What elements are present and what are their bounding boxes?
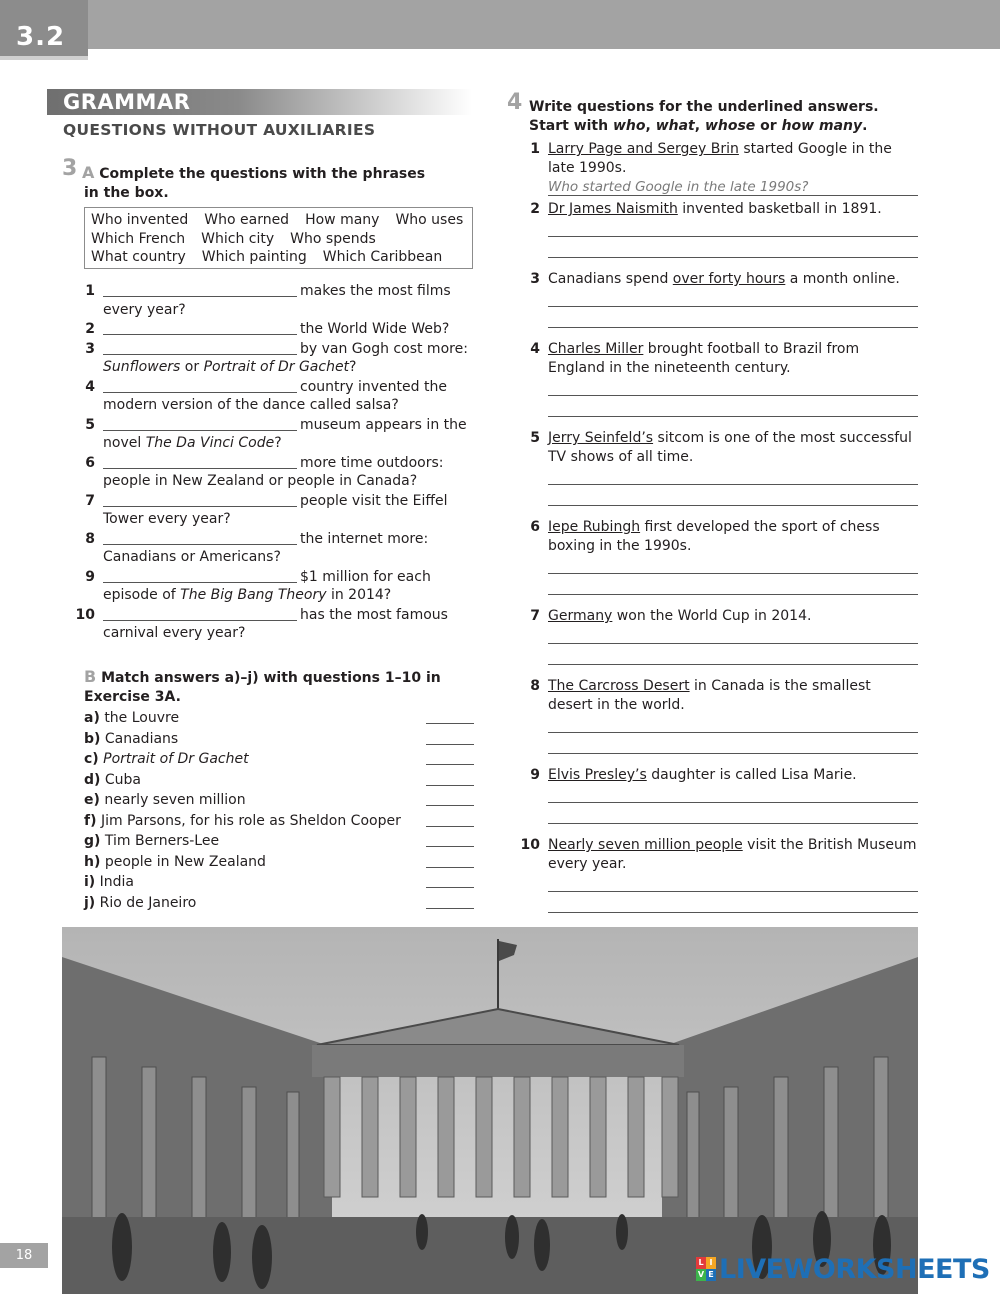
painting-title: Sunflowers bbox=[103, 359, 181, 375]
answer-blank[interactable] bbox=[103, 569, 297, 583]
phrase: Which Caribbean bbox=[322, 249, 443, 265]
match-letter: d) bbox=[84, 771, 101, 788]
answer-line[interactable] bbox=[548, 912, 918, 913]
answer-blank[interactable] bbox=[103, 341, 297, 355]
question-item bbox=[75, 340, 475, 377]
underlined-answer: Jerry Seinfeld’s bbox=[548, 430, 654, 446]
answer-line[interactable] bbox=[548, 594, 918, 595]
question-text: country invented the modern version of the dance called salsa? bbox=[103, 378, 447, 413]
instruction-word: whose bbox=[704, 118, 756, 134]
match-item bbox=[84, 811, 474, 832]
match-blank[interactable] bbox=[426, 826, 474, 827]
underlined-answer: Charles Miller bbox=[548, 341, 644, 357]
exercise-4-item bbox=[518, 836, 918, 873]
unit-number: 3.2 bbox=[16, 22, 66, 52]
answer-blank[interactable] bbox=[103, 607, 297, 621]
exercise-4-item bbox=[518, 200, 918, 219]
question-number: 9 bbox=[85, 568, 95, 585]
item-number: 9 bbox=[530, 767, 540, 783]
item-text bbox=[548, 607, 918, 626]
underlined-answer: The Carcross Desert bbox=[548, 678, 690, 694]
question-text: ? bbox=[349, 359, 357, 375]
instruction-word: how many bbox=[781, 118, 863, 134]
question-text: people visit the Eiffel Tower every year? bbox=[103, 492, 448, 527]
match-blank[interactable] bbox=[426, 846, 474, 847]
phrase-row bbox=[91, 248, 466, 267]
exercise-3a-questions bbox=[75, 282, 475, 644]
item-text-part: Canadians spend bbox=[548, 271, 673, 287]
match-blank[interactable] bbox=[426, 908, 474, 909]
exercise-4-number: 4 bbox=[507, 90, 523, 115]
answer-line[interactable] bbox=[548, 664, 918, 665]
item-number: 10 bbox=[520, 837, 540, 853]
logo-mark-letter: E bbox=[706, 1269, 716, 1281]
logo-mark-letter: L bbox=[696, 1257, 706, 1269]
item-text bbox=[548, 766, 918, 785]
example-answer: Who started Google in the late 1990s? bbox=[548, 179, 809, 195]
match-item bbox=[84, 749, 474, 770]
question-text: more time outdoors: people in New Zealand or people in Canada? bbox=[103, 454, 444, 489]
exercise-4-item bbox=[518, 518, 918, 555]
painting-title: Portrait of Dr Gachet bbox=[203, 359, 350, 375]
match-item bbox=[84, 770, 474, 791]
answer-line[interactable] bbox=[548, 891, 918, 892]
match-letter: f) bbox=[84, 812, 97, 829]
match-letter: e) bbox=[84, 792, 100, 808]
question-item bbox=[75, 320, 475, 339]
phrase-row bbox=[91, 230, 466, 249]
match-text: Tim Berners-Lee bbox=[104, 833, 220, 849]
question-text: has the most famous carnival every year? bbox=[103, 606, 448, 641]
item-text bbox=[548, 518, 918, 555]
answer-line[interactable] bbox=[548, 236, 918, 237]
answer-blank[interactable] bbox=[103, 531, 297, 545]
instruction-word: what bbox=[655, 118, 695, 134]
item-text bbox=[548, 836, 918, 873]
instruction-text: , bbox=[645, 118, 656, 134]
question-text: by van Gogh cost more: bbox=[300, 340, 468, 357]
novel-title: The Da Vinci Code bbox=[145, 435, 275, 451]
item-text bbox=[548, 200, 918, 219]
question-item bbox=[75, 416, 475, 453]
match-letter: j) bbox=[84, 894, 96, 911]
instruction-word: who bbox=[612, 118, 646, 134]
section-band bbox=[47, 89, 472, 115]
part-a-letter: A bbox=[82, 163, 95, 182]
phrase: Which French bbox=[91, 230, 186, 247]
phrase-box bbox=[84, 207, 473, 269]
item-number: 5 bbox=[530, 430, 540, 446]
match-letter: b) bbox=[84, 730, 101, 747]
item-text-part: daughter is called Lisa Marie. bbox=[646, 767, 857, 783]
answer-line[interactable] bbox=[548, 505, 918, 506]
item-text bbox=[548, 429, 918, 466]
item-text-part: first developed the sport of chess boxing in the 1990s. bbox=[548, 519, 880, 554]
answer-line[interactable] bbox=[548, 573, 918, 574]
logo-mark-letter: I bbox=[706, 1257, 716, 1269]
item-text-part: visit the British Museum every year. bbox=[548, 837, 917, 872]
phrase: Who uses bbox=[395, 212, 464, 228]
item-number: 4 bbox=[530, 341, 540, 357]
logo-mark-letter: V bbox=[697, 1270, 705, 1279]
match-blank[interactable] bbox=[426, 764, 474, 765]
match-text: nearly seven million bbox=[104, 792, 246, 808]
question-text: the internet more: Canadians or Americans? bbox=[103, 530, 429, 565]
exercise-3-number: 3 bbox=[62, 156, 78, 181]
answer-line[interactable] bbox=[548, 802, 918, 803]
exercise-3b-instruction bbox=[84, 667, 444, 707]
item-number: 3 bbox=[530, 271, 540, 287]
match-letter: h) bbox=[84, 853, 101, 870]
question-number: 4 bbox=[85, 378, 95, 395]
show-title: The Big Bang Theory bbox=[180, 587, 327, 603]
question-text: ? bbox=[274, 435, 282, 451]
match-blank[interactable] bbox=[426, 723, 474, 724]
phrase: What country bbox=[91, 249, 186, 265]
question-item bbox=[75, 492, 475, 529]
exercise-4-item bbox=[518, 340, 918, 377]
question-text: museum appears in the novel bbox=[103, 416, 467, 451]
item-text-part: brought football to Brazil from England in the nineteenth century. bbox=[548, 341, 860, 376]
match-letter: a) bbox=[84, 710, 100, 726]
instruction-text: Complete the questions with the phrases in the box. bbox=[84, 166, 426, 201]
answer-blank[interactable] bbox=[103, 417, 297, 431]
item-text bbox=[548, 140, 918, 177]
phrase: Which painting bbox=[201, 249, 307, 265]
item-text bbox=[548, 270, 918, 289]
answer-line[interactable] bbox=[548, 306, 918, 307]
item-number: 6 bbox=[530, 519, 540, 535]
question-number: 5 bbox=[85, 416, 95, 433]
match-letter: c) bbox=[84, 751, 99, 767]
phrase: How many bbox=[305, 212, 380, 228]
match-text: Portrait of Dr Gachet bbox=[103, 751, 249, 767]
answer-line[interactable] bbox=[548, 643, 918, 644]
instruction-text: Match answers a)–j) with questions 1–10 in Exercise 3A. bbox=[84, 670, 441, 705]
answer-blank[interactable] bbox=[103, 493, 297, 507]
logo-mark-icon bbox=[696, 1257, 716, 1281]
answer-blank[interactable] bbox=[103, 321, 297, 335]
exercise-3a-instruction bbox=[84, 163, 444, 203]
item-text-part: invented basketball in 1891. bbox=[677, 201, 882, 217]
exercise-3b-answers bbox=[84, 708, 474, 913]
match-item bbox=[84, 729, 474, 750]
exercise-4-item bbox=[518, 140, 918, 195]
exercise-4-instruction bbox=[529, 98, 909, 136]
answer-line[interactable] bbox=[548, 195, 918, 196]
part-b-letter: B bbox=[84, 667, 97, 686]
exercise-4-item bbox=[518, 677, 918, 714]
item-text-part: a month online. bbox=[785, 271, 900, 287]
unit-badge bbox=[0, 0, 88, 60]
underlined-answer: Iepe Rubingh bbox=[548, 519, 641, 535]
item-number: 7 bbox=[530, 608, 540, 624]
phrase-row bbox=[91, 211, 466, 230]
question-text: $1 million for each episode of bbox=[103, 568, 431, 603]
answer-blank[interactable] bbox=[103, 455, 297, 469]
match-text: Jim Parsons, for his role as Sheldon Cooper bbox=[100, 812, 401, 829]
match-blank[interactable] bbox=[426, 744, 474, 745]
item-text-part: sitcom is one of the most successful TV shows of all time. bbox=[548, 430, 912, 465]
item-text bbox=[548, 340, 918, 377]
item-number: 8 bbox=[530, 678, 540, 694]
item-text-part: won the World Cup in 2014. bbox=[612, 608, 812, 624]
exercise-4-item bbox=[518, 270, 918, 289]
match-text: Rio de Janeiro bbox=[99, 894, 197, 911]
question-number: 3 bbox=[85, 340, 95, 357]
item-number: 2 bbox=[530, 201, 540, 217]
match-blank[interactable] bbox=[426, 805, 474, 806]
match-text: people in New Zealand bbox=[104, 853, 266, 870]
question-item bbox=[75, 606, 475, 643]
underlined-answer: Larry Page and Sergey Brin bbox=[548, 141, 739, 157]
question-number: 6 bbox=[85, 454, 95, 471]
answer-line[interactable] bbox=[548, 257, 918, 258]
question-item bbox=[75, 282, 475, 319]
instruction-text: or bbox=[755, 118, 782, 134]
match-text: India bbox=[99, 874, 135, 890]
question-text: in 2014? bbox=[326, 587, 392, 603]
answer-line[interactable] bbox=[548, 484, 918, 485]
phrase: Which city bbox=[201, 230, 275, 247]
underlined-answer: Dr James Naismith bbox=[548, 201, 678, 217]
instruction-text: Write questions for the underlined answers. Start with bbox=[529, 99, 879, 134]
question-text: or bbox=[180, 359, 204, 375]
item-text-part: in Canada is the smallest desert in the world. bbox=[548, 678, 871, 713]
underlined-answer: Nearly seven million people bbox=[548, 837, 743, 853]
exercise-4-item bbox=[518, 429, 918, 466]
item-text bbox=[548, 677, 918, 714]
question-number: 2 bbox=[85, 321, 95, 337]
phrase: Who spends bbox=[290, 230, 376, 247]
instruction-text: , bbox=[694, 118, 705, 134]
match-blank[interactable] bbox=[426, 887, 474, 888]
question-item bbox=[75, 568, 475, 605]
match-text: the Louvre bbox=[104, 710, 180, 726]
exercise-4-item bbox=[518, 766, 918, 785]
section-title: GRAMMAR bbox=[63, 90, 191, 114]
answer-line[interactable] bbox=[548, 732, 918, 733]
instruction-text: . bbox=[862, 118, 868, 134]
question-text: the World Wide Web? bbox=[300, 321, 450, 337]
phrase: Who invented bbox=[91, 212, 189, 228]
section-subtitle: QUESTIONS WITHOUT AUXILIARIES bbox=[63, 121, 376, 139]
match-text: Cuba bbox=[104, 771, 141, 788]
page-number: 18 bbox=[0, 1243, 48, 1268]
logo-text: LIVEWORKSHEETS bbox=[719, 1253, 990, 1285]
match-item bbox=[84, 708, 474, 729]
underlined-answer: Germany bbox=[548, 608, 613, 624]
header-bar bbox=[0, 0, 1000, 49]
match-item bbox=[84, 893, 474, 914]
question-number: 10 bbox=[75, 606, 95, 623]
underlined-answer: over forty hours bbox=[672, 271, 786, 287]
british-museum-photo bbox=[62, 927, 918, 1294]
answer-blank[interactable] bbox=[103, 283, 297, 297]
liveworksheets-logo bbox=[696, 1254, 990, 1284]
item-number: 1 bbox=[530, 141, 540, 157]
question-item bbox=[75, 454, 475, 491]
answer-blank[interactable] bbox=[103, 379, 297, 393]
question-number: 1 bbox=[85, 283, 95, 299]
answer-line[interactable] bbox=[548, 395, 918, 396]
match-blank[interactable] bbox=[426, 785, 474, 786]
underlined-answer: Elvis Presley’s bbox=[548, 767, 647, 783]
match-text: Canadians bbox=[104, 730, 179, 747]
match-blank[interactable] bbox=[426, 867, 474, 868]
match-item bbox=[84, 872, 474, 893]
question-number: 8 bbox=[85, 530, 95, 547]
answer-line[interactable] bbox=[548, 416, 918, 417]
museum-illustration bbox=[62, 927, 918, 1294]
question-item bbox=[75, 378, 475, 415]
answer-line[interactable] bbox=[548, 753, 918, 754]
answer-line[interactable] bbox=[548, 327, 918, 328]
answer-line[interactable] bbox=[548, 823, 918, 824]
item-text-part: started Google in the late 1990s. bbox=[548, 141, 892, 176]
match-item bbox=[84, 790, 474, 811]
phrase: Who earned bbox=[204, 212, 290, 228]
match-letter: g) bbox=[84, 833, 101, 849]
exercise-4-item bbox=[518, 607, 918, 626]
question-text: makes the most films every year? bbox=[103, 283, 451, 318]
match-item bbox=[84, 831, 474, 852]
question-item bbox=[75, 530, 475, 567]
match-letter: i) bbox=[84, 874, 96, 890]
match-item bbox=[84, 852, 474, 873]
question-number: 7 bbox=[85, 492, 95, 509]
